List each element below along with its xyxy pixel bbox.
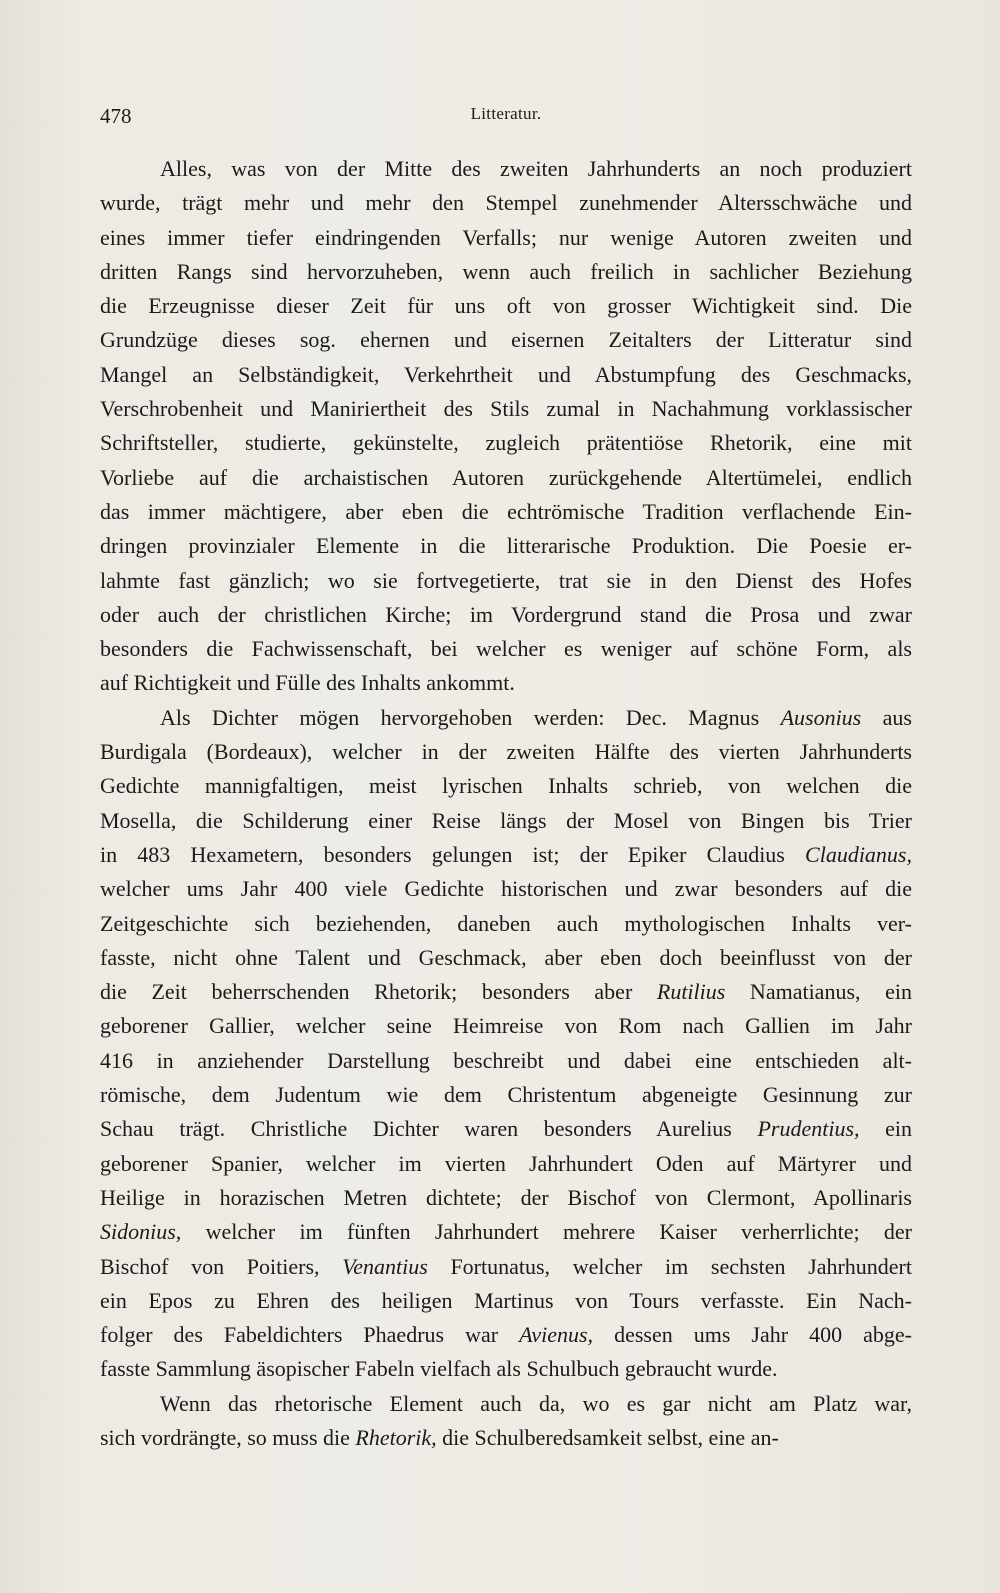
text-line: geborener Gallier, welcher seine Heimreise von Rom nach Gallien im Jahr: [100, 1013, 912, 1039]
paragraph-3: [100, 1387, 912, 1456]
body-text: [100, 152, 912, 1455]
text-line: die Zeit beherrschenden Rhetorik; besonders aber Rutilius Namatianus, ein: [100, 979, 912, 1005]
text-line: welcher ums Jahr 400 viele Gedichte historischen und zwar besonders auf die: [100, 876, 912, 902]
text-line: Burdigala (Bordeaux), welcher in der zweiten Hälfte des vierten Jahrhunderts: [100, 739, 912, 765]
italic-name: Claudianus,: [805, 841, 912, 867]
text-line: Schriftsteller, studierte, gekünstelte, zugleich prätentiöse Rhetorik, eine mit: [100, 430, 912, 456]
text-line: 416 in anziehender Darstellung beschreibt und dabei eine entschieden alt-: [100, 1047, 912, 1073]
text-line: Grundzüge dieses sog. ehernen und eisernen Zeitalters der Litteratur sind: [100, 327, 912, 353]
text-line: römische, dem Judentum wie dem Christentum abgeneigte Gesinnung zur: [100, 1082, 912, 1108]
text-line: Zeitgeschichte sich beziehenden, daneben auch mythologischen Inhalts ver-: [100, 910, 912, 936]
italic-name: Ausonius: [780, 704, 862, 730]
paragraph-1: [100, 152, 912, 701]
text-line: sich vordrängte, so muss die Rhetorik, die Schulberedsamkeit selbst, eine an-: [100, 1424, 779, 1450]
text-line: besonders die Fachwissenschaft, bei welcher es weniger auf schöne Form, als: [100, 636, 912, 662]
text-line: Mosella, die Schilderung einer Reise längs der Mosel von Bingen bis Trier: [100, 807, 912, 833]
text-line: in 483 Hexametern, besonders gelungen ist; der Epiker Claudius Claudianus,: [100, 841, 912, 867]
italic-name: Rutilius: [656, 979, 726, 1005]
text-line: Bischof von Poitiers, Venantius Fortunatus, welcher im sechsten Jahrhundert: [100, 1253, 912, 1279]
text-line: folger des Fabeldichters Phaedrus war Avienus, dessen ums Jahr 400 abge-: [100, 1322, 912, 1348]
running-head: Litteratur.: [470, 104, 542, 123]
italic-name: Venantius: [342, 1253, 428, 1279]
text-line: ein Epos zu Ehren des heiligen Martinus von Tours verfasste. Ein Nach-: [100, 1287, 912, 1313]
text-line: dringen provinzialer Elemente in die litterarische Produktion. Die Poesie er-: [100, 533, 912, 559]
page-header: [100, 100, 912, 130]
paragraph-2: [100, 701, 912, 1387]
italic-name: Avienus,: [519, 1322, 594, 1348]
italic-name: Prudentius,: [757, 1116, 860, 1142]
text-line: Schau trägt. Christliche Dichter waren besonders Aurelius Prudentius, ein: [100, 1116, 912, 1142]
text-line: Mangel an Selbständigkeit, Verkehrtheit und Abstumpfung des Geschmacks,: [100, 361, 912, 387]
text-line: Wenn das rhetorische Element auch da, wo es gar nicht am Platz war,: [160, 1390, 912, 1416]
italic-name: Rhetorik,: [355, 1424, 437, 1450]
text-line: fasste, nicht ohne Talent und Geschmack, aber eben doch beeinflusst von der: [100, 944, 912, 970]
italic-name: Sidonius,: [100, 1219, 182, 1245]
text-line: wurde, trägt mehr und mehr den Stempel zunehmender Altersschwäche und: [100, 190, 912, 216]
text-line: Sidonius, welcher im fünften Jahrhundert mehrere Kaiser verherrlichte; der: [100, 1219, 912, 1245]
text-line: fasste Sammlung äsopischer Fabeln vielfach als Schulbuch gebraucht wurde.: [100, 1356, 778, 1382]
text-line: Verschrobenheit und Maniriertheit des Stils zumal in Nachahmung vorklassischer: [100, 396, 912, 422]
text-line: das immer mächtigere, aber eben die echtrömische Tradition verflachende Ein-: [100, 498, 912, 524]
text-line: Heilige in horazischen Metren dichtete; der Bischof von Clermont, Apollinaris: [100, 1184, 912, 1210]
page-number: 478: [100, 104, 132, 128]
text-line: dritten Rangs sind hervorzuheben, wenn auch freilich in sachlicher Beziehung: [100, 258, 912, 284]
text-line: Als Dichter mögen hervorgehoben werden: Dec. Magnus Ausonius aus: [160, 704, 912, 730]
text-line: die Erzeugnisse dieser Zeit für uns oft von grosser Wichtigkeit sind. Die: [100, 293, 912, 319]
text-line: lahmte fast gänzlich; wo sie fortvegetierte, trat sie in den Dienst des Hofes: [100, 567, 912, 593]
text-line: Alles, was von der Mitte des zweiten Jahrhunderts an noch produziert: [160, 156, 912, 181]
text-line: Gedichte mannigfaltigen, meist lyrischen Inhalts schrieb, von welchen die: [100, 773, 912, 799]
text-line: Vorliebe auf die archaistischen Autoren zurückgehende Altertümelei, endlich: [100, 464, 912, 490]
text-line: eines immer tiefer eindringenden Verfalls; nur wenige Autoren zweiten und: [100, 224, 912, 250]
text-line: auf Richtigkeit und Fülle des Inhalts ankommt.: [100, 670, 515, 696]
text-line: oder auch der christlichen Kirche; im Vordergrund stand die Prosa und zwar: [100, 601, 912, 627]
text-line: geborener Spanier, welcher im vierten Jahrhundert Oden auf Märtyrer und: [100, 1150, 912, 1176]
